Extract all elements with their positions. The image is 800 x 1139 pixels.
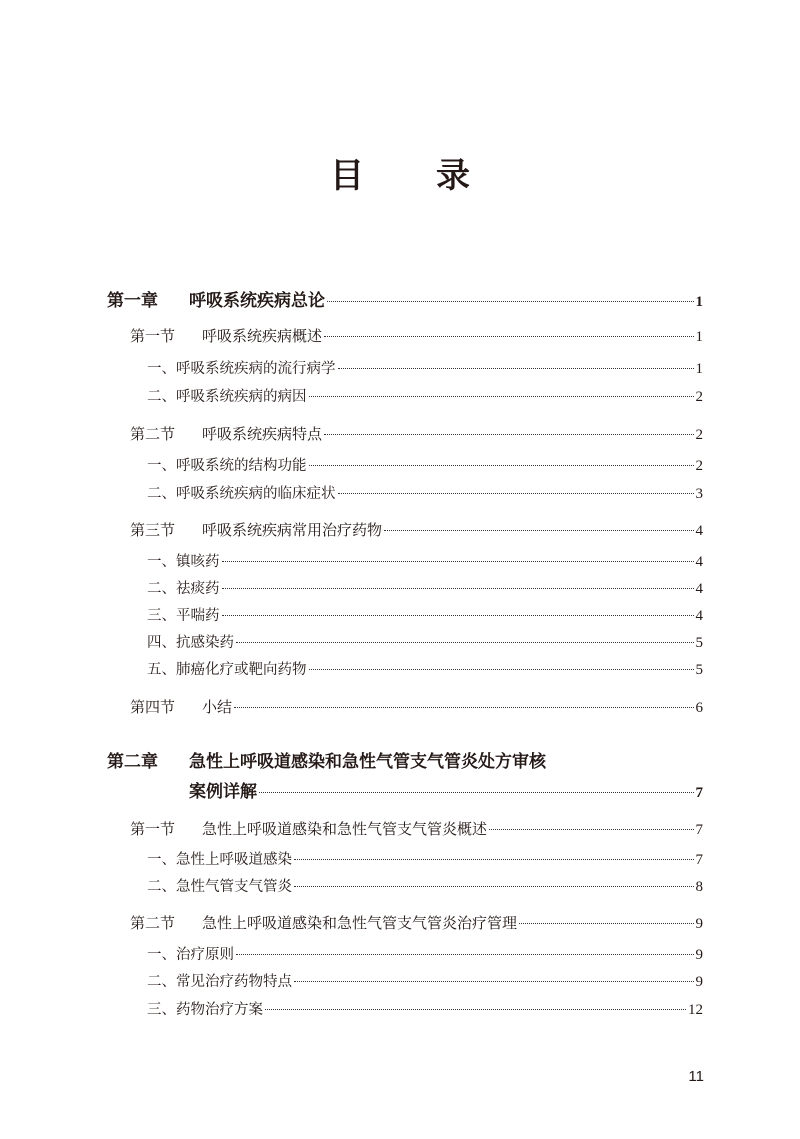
page-number: 2	[695, 389, 703, 405]
page-number: 6	[695, 700, 703, 716]
dot-leader	[222, 560, 694, 562]
toc-item[interactable]	[0, 943, 800, 964]
toc-item[interactable]	[0, 658, 800, 679]
toc-section[interactable]	[0, 423, 800, 444]
chapter-number: 第一章	[107, 291, 158, 311]
page-number: 5	[695, 662, 703, 678]
toc-item[interactable]	[0, 550, 800, 571]
section-number: 第二节	[130, 425, 176, 443]
chapter-title: 呼吸系统疾病总论	[189, 291, 325, 311]
toc-chapter-1[interactable]	[0, 286, 800, 311]
item-title: 一、急性上呼吸道感染	[147, 852, 292, 868]
toc-section[interactable]	[0, 696, 800, 717]
toc-item[interactable]	[0, 482, 800, 503]
chapter-title-continued: 案例详解	[189, 782, 257, 802]
dot-leader	[384, 529, 693, 531]
item-title: 四、抗感染药	[147, 635, 234, 651]
dot-leader	[236, 953, 694, 955]
item-title: 一、呼吸系统的结构功能	[147, 458, 307, 474]
item-title: 三、平喘药	[147, 608, 220, 624]
section-number: 第一节	[130, 327, 176, 345]
page-number: 1	[695, 294, 703, 310]
dot-leader	[294, 885, 694, 887]
item-title: 二、急性气管支气管炎	[147, 879, 292, 895]
dot-leader	[265, 1008, 686, 1010]
item-title: 二、呼吸系统疾病的临床症状	[147, 486, 336, 502]
item-title: 三、药物治疗方案	[147, 1002, 263, 1018]
title-char-1: 目	[330, 156, 364, 196]
dot-leader	[222, 587, 694, 589]
toc-item[interactable]	[0, 577, 800, 598]
page-number: 4	[695, 554, 703, 570]
dot-leader	[309, 668, 694, 670]
toc-section[interactable]	[0, 519, 800, 540]
toc-chapter-2-continued[interactable]	[0, 777, 800, 802]
dot-leader	[338, 492, 694, 494]
toc-item[interactable]	[0, 848, 800, 869]
dot-leader	[222, 614, 694, 616]
page-number: 7	[695, 852, 703, 868]
dot-leader	[294, 980, 694, 982]
page-number: 2	[695, 458, 703, 474]
page-number: 3	[695, 486, 703, 502]
toc-item[interactable]	[0, 998, 800, 1019]
page-number: 9	[695, 947, 703, 963]
toc-item[interactable]	[0, 604, 800, 625]
dot-leader	[294, 858, 694, 860]
section-title: 小结	[202, 698, 233, 716]
chapter-title: 急性上呼吸道感染和急性气管支气管炎处方审核	[189, 752, 546, 772]
page-number: 1	[695, 361, 703, 377]
item-title: 一、镇咳药	[147, 554, 220, 570]
toc-item[interactable]	[0, 357, 800, 378]
dot-leader	[309, 395, 694, 397]
section-title: 急性上呼吸道感染和急性气管支气管炎治疗管理	[202, 914, 518, 932]
toc-item[interactable]	[0, 454, 800, 475]
page-number: 7	[695, 822, 703, 838]
page-folio-number: 11	[688, 1068, 704, 1085]
section-title: 呼吸系统疾病常用治疗药物	[202, 521, 383, 539]
dot-leader	[259, 791, 694, 793]
page-number: 9	[695, 916, 703, 932]
section-title: 呼吸系统疾病概述	[202, 327, 323, 345]
page-title	[0, 148, 800, 197]
page-number: 8	[695, 879, 703, 895]
section-number: 第一节	[130, 820, 176, 838]
page-number: 12	[688, 1002, 703, 1018]
item-title: 五、肺癌化疗或靶向药物	[147, 662, 307, 678]
toc-section[interactable]	[0, 912, 800, 933]
dot-leader	[324, 335, 693, 337]
section-number: 第四节	[130, 698, 176, 716]
page-number: 5	[695, 635, 703, 651]
toc-item[interactable]	[0, 631, 800, 652]
page-number: 2	[695, 427, 703, 443]
item-title: 一、治疗原则	[147, 947, 234, 963]
page-number: 4	[695, 523, 703, 539]
dot-leader	[338, 367, 694, 369]
item-title: 二、常见治疗药物特点	[147, 974, 292, 990]
page-number: 1	[695, 329, 703, 345]
section-number: 第三节	[130, 521, 176, 539]
item-title: 二、呼吸系统疾病的病因	[147, 389, 307, 405]
section-number: 第二节	[130, 914, 176, 932]
page-number: 9	[695, 974, 703, 990]
dot-leader	[324, 433, 693, 435]
title-char-2: 录	[436, 156, 470, 196]
item-title: 二、祛痰药	[147, 581, 220, 597]
toc-item[interactable]	[0, 385, 800, 406]
section-title: 呼吸系统疾病特点	[202, 425, 323, 443]
dot-leader	[309, 464, 694, 466]
toc-section[interactable]	[0, 325, 800, 346]
dot-leader	[236, 641, 694, 643]
page-number: 4	[695, 581, 703, 597]
page-number: 7	[695, 785, 703, 801]
toc-item[interactable]	[0, 875, 800, 896]
page-number: 4	[695, 608, 703, 624]
toc-chapter-2[interactable]	[0, 747, 800, 772]
dot-leader	[519, 922, 693, 924]
toc-section[interactable]	[0, 818, 800, 839]
chapter-number: 第二章	[107, 752, 158, 772]
section-title: 急性上呼吸道感染和急性气管支气管炎概述	[202, 820, 488, 838]
dot-leader	[489, 828, 693, 830]
dot-leader	[234, 706, 693, 708]
dot-leader	[327, 300, 694, 302]
toc-item[interactable]	[0, 970, 800, 991]
item-title: 一、呼吸系统疾病的流行病学	[147, 361, 336, 377]
